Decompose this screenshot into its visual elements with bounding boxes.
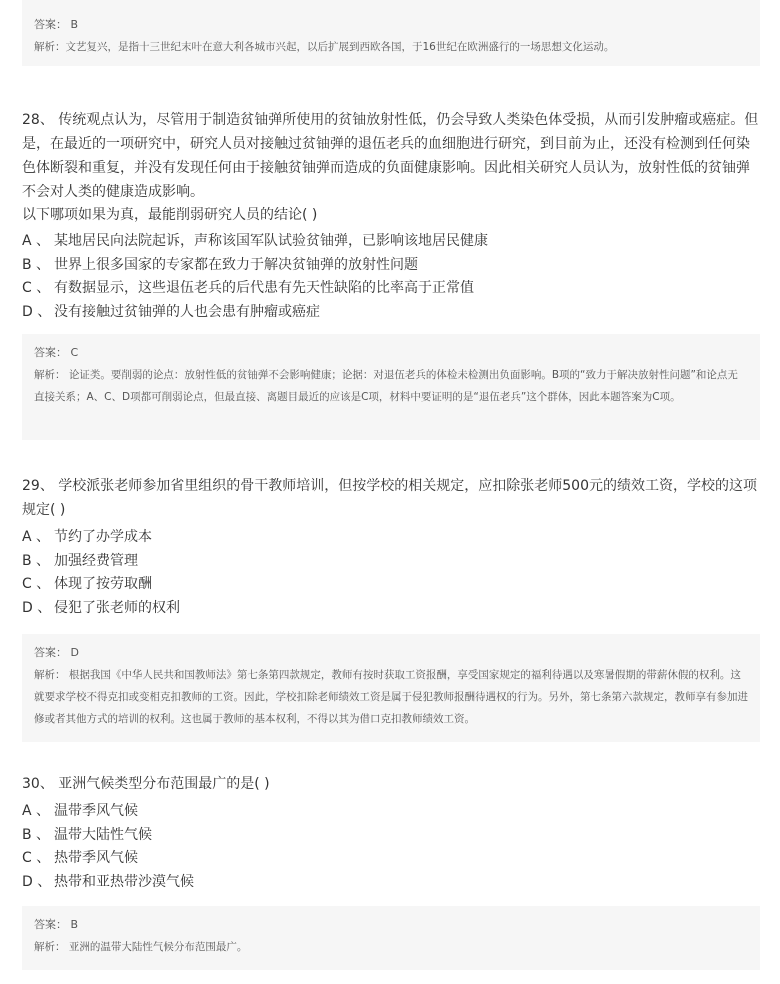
answer-box-q29 [22,634,760,742]
option-letter: B 、 [22,552,51,569]
option-text: 温带季风气候 [54,803,138,819]
answer-label: 答案： B [34,918,79,931]
option-text: 有数据显示，这些退伍老兵的后代患有先天性缺陷的比率高于正常值 [54,280,474,296]
option-d[interactable] [22,301,762,325]
option-text: 世界上很多国家的专家都在致力于解决贫铀弹的放射性问题 [54,256,418,273]
explanation-text: 解析：文艺复兴，是指十三世纪末叶在意大利各城市兴起，以后扩展到西欧各国，于16世纪在欧洲盛行的一场思想文化运动。 [34,41,615,53]
option-letter: C 、 [22,576,51,592]
question-stem: 30、 亚洲气候类型分布范围最广的是( ) [22,776,270,792]
question-stem: 28、 传统观点认为，尽管用于制造贫铀弹所使用的贫铀放射性低，仍会导致人类染色体受损，从而引发肿瘤或癌症。但是，在最近的一项研究中，研究人员对接触过贫铀弹的退伍老兵的血细胞进行研究，到目前为止，还没有检测到任何染色体断裂和重复，并没有发现任何由于接触贫铀弹而造成的负面健康影响。因此相关研究人员认为，放射性低的贫铀弹不会对人类的健康造成影响。 [22,112,759,200]
option-letter: A 、 [22,529,51,545]
option-text: 侵犯了张老师的权利 [54,599,180,616]
option-b[interactable] [22,824,762,848]
answer-label: 答案： C [34,346,79,359]
question-prompt: 以下哪项如果为真，最能削弱研究人员的结论( ) [22,207,318,223]
option-d[interactable] [22,871,762,895]
explanation-text: 解析： 根据我国《中华人民共和国教师法》第七条第四款规定，教师有按时获取工资报酬，享受国家规定的福利待遇以及寒暑假期的带薪休假的权利。这就要求学校不得克扣或变相克扣教师的工资。因此，学校扣除老师绩效工资是属于侵犯教师报酬待遇权的行为。另外，第七条第六款规定，教师享有参加进修或者其他方式的培训的权利。这也属于教师的基本权利，不得以其为借口克扣教师绩效工资。 [34,669,748,725]
option-a[interactable] [22,526,762,550]
option-letter: A 、 [22,233,51,249]
option-letter: B 、 [22,256,51,273]
option-text: 热带季风气候 [54,850,138,866]
question-30 [22,772,762,894]
option-b[interactable] [22,254,762,278]
option-letter: D 、 [22,303,52,320]
option-text: 没有接触过贫铀弹的人也会患有肿瘤或癌症 [54,303,320,320]
option-a[interactable] [22,800,762,824]
option-c[interactable] [22,277,762,301]
option-text: 温带大陆性气候 [54,826,152,843]
option-c[interactable] [22,847,762,871]
answer-box-q30 [22,906,760,970]
option-d[interactable] [22,597,762,621]
option-text: 体现了按劳取酬 [54,576,152,592]
answer-label: 答案： D [34,646,79,659]
explanation-text: 解析： 论证类。要削弱的论点：放射性低的贫铀弹不会影响健康；论据：对退伍老兵的体检未检测出负面影响。B项的“致力于解决放射性问题”和论点无直接关系；A、C、D项都可削弱论点，但最直接、离题目最近的应该是C项，材料中要证明的是“退伍老兵”这个群体，因此本题答案为C项。 [34,369,738,403]
option-letter: C 、 [22,280,51,296]
option-letter: D 、 [22,873,52,890]
option-letter: C 、 [22,850,51,866]
option-text: 某地居民向法院起诉，声称该国军队试验贫铀弹，已影响该地居民健康 [54,233,488,249]
option-letter: A 、 [22,803,51,819]
option-b[interactable] [22,550,762,574]
explanation-text: 解析： 亚洲的温带大陆性气候分布范围最广。 [34,941,248,953]
question-28 [22,108,762,324]
option-text: 加强经费管理 [54,552,138,569]
option-letter: D 、 [22,599,52,616]
question-29 [22,474,762,620]
option-c[interactable] [22,573,762,597]
option-letter: B 、 [22,826,51,843]
question-stem: 29、 学校派张老师参加省里组织的骨干教师培训，但按学校的相关规定，应扣除张老师500元的绩效工资，学校的这项规定( ) [22,478,757,518]
option-text: 热带和亚热带沙漠气候 [54,873,194,890]
answer-box-q28 [22,334,760,440]
option-text: 节约了办学成本 [54,529,152,545]
option-a[interactable] [22,230,762,254]
answer-box-q27 [22,0,760,66]
answer-label: 答案： B [34,18,79,31]
